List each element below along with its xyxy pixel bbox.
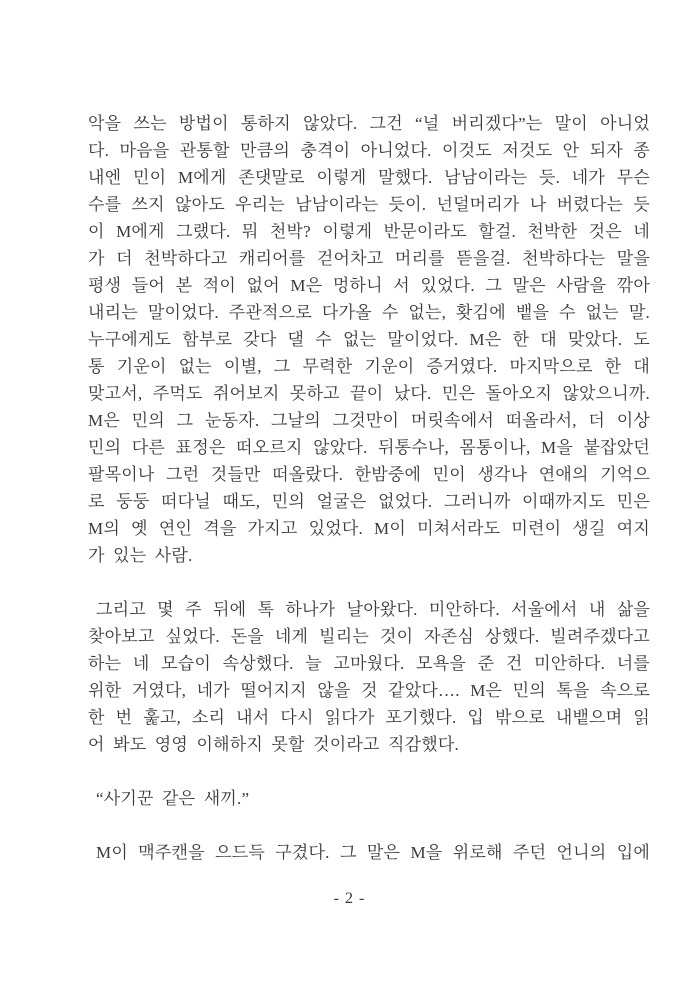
text-line: 찾아보고 싶었다. 돈을 네게 빌리는 것이 자존심 상했다. 빌려주겠다고 xyxy=(88,627,650,646)
text-line: 위한 거였다, 네가 떨어지지 않을 것 같았다…. M은 민의 톡을 속으로 xyxy=(88,681,650,700)
text-line: M은 민의 그 눈동자. 그날의 그것만이 머릿속에서 떠올라서, 더 이상 xyxy=(88,411,650,430)
text-line: 맞고서, 주먹도 쥐어보지 못하고 끝이 났다. 민은 돌아오지 않았으니까. xyxy=(88,384,650,403)
text-body xyxy=(88,110,650,866)
paragraph xyxy=(88,785,650,812)
text-line: 민의 다른 표정은 떠오르지 않았다. 뒤통수나, 몸통이나, M을 붙잡았던 xyxy=(88,438,650,457)
text-line: 로 둥둥 떠다닐 때도, 민의 얼굴은 없었다. 그러니까 이때까지도 민은 xyxy=(88,492,650,511)
text-line: 다. 마음을 관통할 만큼의 충격이 아니었다. 이것도 저것도 안 되자 종 xyxy=(88,141,650,160)
paragraph xyxy=(88,839,650,866)
paragraph xyxy=(88,596,650,758)
text-line: 팔목이나 그런 것들만 떠올랐다. 한밤중에 민이 생각나 연애의 기억으 xyxy=(88,465,650,484)
paragraph xyxy=(88,110,650,569)
text-line: 평생 들어 본 적이 없어 M은 멍하니 서 있었다. 그 말은 사람을 깎아 xyxy=(88,276,650,295)
text-line: 한 번 훑고, 소리 내서 다시 읽다가 포기했다. 입 밖으로 내뱉으며 읽 xyxy=(88,708,650,727)
text-line: M이 맥주캔을 으드득 구겼다. 그 말은 M을 위로해 주던 언니의 입에 xyxy=(96,843,650,862)
page-number: - 2 - xyxy=(333,890,366,907)
text-line: 가 있는 사람. xyxy=(88,546,193,565)
text-line: 내엔 민이 M에게 존댓말로 이렇게 말했다. 남남이라는 듯. 네가 무슨 xyxy=(88,168,650,187)
text-line: M의 옛 연인 격을 가지고 있었다. M이 미쳐서라도 미련이 생길 여지 xyxy=(88,519,650,538)
text-line: 악을 쓰는 방법이 통하지 않았다. 그건 “널 버리겠다”는 말이 아니었 xyxy=(88,114,650,133)
text-line: 이 M에게 그랬다. 뭐 천박? 이렇게 반문이라도 할걸. 천박한 것은 네 xyxy=(88,222,650,241)
text-line: 가 더 천박하다고 캐리어를 걷어차고 머리를 뜯을걸. 천박하다는 말을 xyxy=(88,249,650,268)
text-line: “사기꾼 같은 새끼.” xyxy=(96,789,250,808)
text-line: 내리는 말이었다. 주관적으로 다가올 수 없는, 홧김에 뱉을 수 없는 말. xyxy=(88,303,650,322)
text-line: 어 봐도 영영 이해하지 못할 것이라고 직감했다. xyxy=(88,735,459,754)
text-line: 하는 네 모습이 속상했다. 늘 고마웠다. 모욕을 준 건 미안하다. 너를 xyxy=(88,654,650,673)
text-line: 수를 쓰지 않아도 우리는 남남이라는 듯이. 넌덜머리가 나 버렸다는 듯 xyxy=(88,195,650,214)
text-line: 그리고 몇 주 뒤에 톡 하나가 날아왔다. 미안하다. 서울에서 내 삶을 xyxy=(96,600,650,619)
text-line: 통 기운이 없는 이별, 그 무력한 기운이 증거였다. 마지막으로 한 대 xyxy=(88,357,650,376)
text-line: 누구에게도 함부로 갖다 댈 수 없는 말이었다. M은 한 대 맞았다. 도 xyxy=(88,330,650,349)
